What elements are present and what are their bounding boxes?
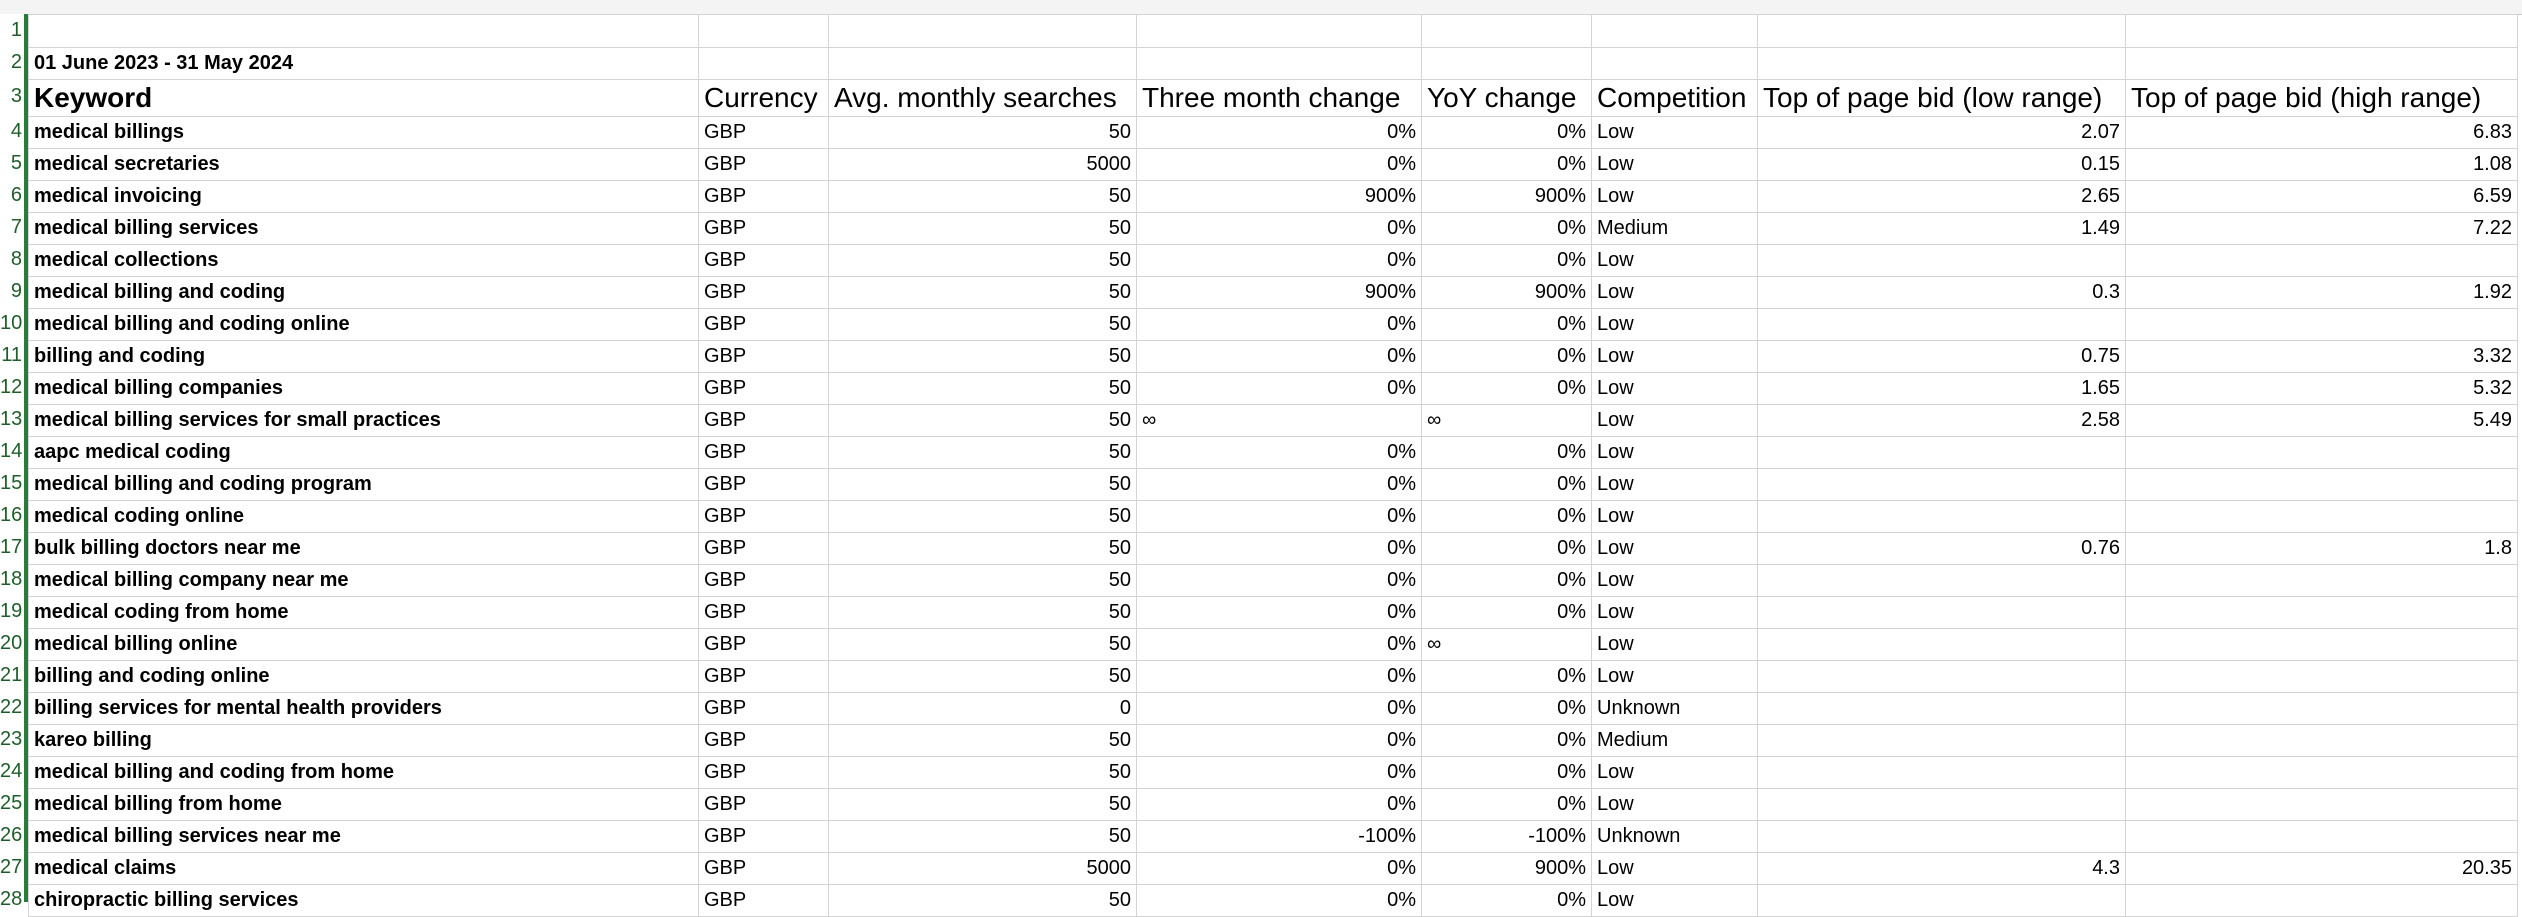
currency-cell[interactable]: GBP: [699, 277, 829, 309]
currency-cell[interactable]: GBP: [699, 341, 829, 373]
yoy-change-cell[interactable]: 0%: [1422, 501, 1592, 533]
avg-searches-cell[interactable]: 50: [829, 533, 1137, 565]
currency-cell[interactable]: GBP: [699, 629, 829, 661]
three-month-change-cell[interactable]: 0%: [1137, 437, 1422, 469]
three-month-change-cell[interactable]: 0%: [1137, 757, 1422, 789]
three-month-change-cell[interactable]: 0%: [1137, 565, 1422, 597]
bid-low-cell[interactable]: [1758, 437, 2126, 469]
bid-high-cell[interactable]: [2126, 629, 2518, 661]
bid-high-cell[interactable]: [2126, 757, 2518, 789]
competition-cell[interactable]: Unknown: [1592, 821, 1758, 853]
avg-searches-cell[interactable]: 50: [829, 597, 1137, 629]
bid-low-cell[interactable]: [1758, 469, 2126, 501]
cell[interactable]: [2126, 48, 2518, 80]
bid-high-cell[interactable]: 3.32: [2126, 341, 2518, 373]
cell[interactable]: [829, 15, 1137, 48]
bid-high-cell[interactable]: [2126, 309, 2518, 341]
avg-searches-cell[interactable]: 50: [829, 437, 1137, 469]
row-number[interactable]: 9: [10, 280, 22, 302]
header-bid-low[interactable]: Top of page bid (low range): [1758, 80, 2126, 117]
keyword-cell[interactable]: chiropractic billing services: [29, 885, 699, 917]
row-number[interactable]: 12: [0, 376, 22, 398]
avg-searches-cell[interactable]: 50: [829, 629, 1137, 661]
bid-low-cell[interactable]: 2.58: [1758, 405, 2126, 437]
row-number[interactable]: 8: [10, 248, 22, 270]
bid-high-cell[interactable]: 6.59: [2126, 181, 2518, 213]
yoy-change-cell[interactable]: 0%: [1422, 149, 1592, 181]
table-row: [29, 725, 2518, 757]
spreadsheet-grid: [28, 14, 2518, 917]
three-month-change-cell[interactable]: 0%: [1137, 501, 1422, 533]
keyword-cell[interactable]: medical billing companies: [29, 373, 699, 405]
bid-high-cell[interactable]: [2126, 885, 2518, 917]
bid-high-cell[interactable]: [2126, 597, 2518, 629]
competition-cell[interactable]: Low: [1592, 309, 1758, 341]
currency-cell[interactable]: GBP: [699, 661, 829, 693]
keyword-cell[interactable]: aapc medical coding: [29, 437, 699, 469]
bid-low-cell[interactable]: [1758, 245, 2126, 277]
yoy-change-cell[interactable]: ∞: [1422, 629, 1592, 661]
three-month-change-cell[interactable]: 0%: [1137, 885, 1422, 917]
table-row: [29, 885, 2518, 917]
header-currency[interactable]: Currency: [699, 80, 829, 117]
table-row: [29, 469, 2518, 501]
yoy-change-cell[interactable]: 0%: [1422, 885, 1592, 917]
avg-searches-cell[interactable]: 50: [829, 245, 1137, 277]
row-number[interactable]: 27: [0, 856, 22, 878]
table-row: [29, 693, 2518, 725]
avg-searches-cell[interactable]: 50: [829, 565, 1137, 597]
currency-cell[interactable]: GBP: [699, 245, 829, 277]
keyword-cell[interactable]: medical coding online: [29, 501, 699, 533]
keyword-cell[interactable]: medical billing services for small practices: [29, 405, 699, 437]
bid-low-cell[interactable]: [1758, 629, 2126, 661]
three-month-change-cell[interactable]: 0%: [1137, 309, 1422, 341]
keyword-cell[interactable]: medical billing and coding: [29, 277, 699, 309]
cell[interactable]: [1422, 48, 1592, 80]
yoy-change-cell[interactable]: 0%: [1422, 693, 1592, 725]
bid-low-cell[interactable]: 2.65: [1758, 181, 2126, 213]
keyword-cell[interactable]: medical billing services: [29, 213, 699, 245]
yoy-change-cell[interactable]: 0%: [1422, 565, 1592, 597]
keyword-cell[interactable]: billing and coding online: [29, 661, 699, 693]
bid-high-cell[interactable]: [2126, 661, 2518, 693]
avg-searches-cell[interactable]: 0: [829, 693, 1137, 725]
competition-cell[interactable]: Low: [1592, 533, 1758, 565]
competition-cell[interactable]: Low: [1592, 565, 1758, 597]
bid-low-cell[interactable]: [1758, 725, 2126, 757]
keyword-cell[interactable]: medical billing company near me: [29, 565, 699, 597]
cell[interactable]: [2126, 15, 2518, 48]
yoy-change-cell[interactable]: 900%: [1422, 181, 1592, 213]
bid-high-cell[interactable]: 1.8: [2126, 533, 2518, 565]
header-competition[interactable]: Competition: [1592, 80, 1758, 117]
bid-low-cell[interactable]: [1758, 565, 2126, 597]
currency-cell[interactable]: GBP: [699, 821, 829, 853]
avg-searches-cell[interactable]: 50: [829, 725, 1137, 757]
currency-cell[interactable]: GBP: [699, 373, 829, 405]
row-number[interactable]: 6: [10, 184, 22, 206]
avg-searches-cell[interactable]: 50: [829, 661, 1137, 693]
competition-cell[interactable]: Low: [1592, 629, 1758, 661]
yoy-change-cell[interactable]: 0%: [1422, 757, 1592, 789]
competition-cell[interactable]: Low: [1592, 341, 1758, 373]
bid-low-cell[interactable]: [1758, 661, 2126, 693]
avg-searches-cell[interactable]: 50: [829, 373, 1137, 405]
bid-low-cell[interactable]: [1758, 309, 2126, 341]
header-bid-high[interactable]: Top of page bid (high range): [2126, 80, 2518, 117]
bid-low-cell[interactable]: 0.3: [1758, 277, 2126, 309]
cell[interactable]: [699, 15, 829, 48]
header-avg-monthly-searches[interactable]: Avg. monthly searches: [829, 80, 1137, 117]
three-month-change-cell[interactable]: 0%: [1137, 117, 1422, 149]
bid-low-cell[interactable]: 0.15: [1758, 149, 2126, 181]
yoy-change-cell[interactable]: -100%: [1422, 821, 1592, 853]
bid-low-cell[interactable]: [1758, 693, 2126, 725]
competition-cell[interactable]: Low: [1592, 117, 1758, 149]
keyword-cell[interactable]: medical billing from home: [29, 789, 699, 821]
three-month-change-cell[interactable]: -100%: [1137, 821, 1422, 853]
cell[interactable]: [1422, 15, 1592, 48]
table-row: [29, 277, 2518, 309]
bid-high-cell[interactable]: 1.92: [2126, 277, 2518, 309]
row-number[interactable]: 26: [0, 824, 22, 846]
table-row: [29, 48, 2518, 80]
table-row: [29, 437, 2518, 469]
competition-cell[interactable]: Low: [1592, 885, 1758, 917]
competition-cell[interactable]: Low: [1592, 181, 1758, 213]
avg-searches-cell[interactable]: 50: [829, 469, 1137, 501]
row-number[interactable]: 22: [0, 696, 22, 718]
currency-cell[interactable]: GBP: [699, 181, 829, 213]
bid-high-cell[interactable]: [2126, 245, 2518, 277]
bid-low-cell[interactable]: [1758, 789, 2126, 821]
yoy-change-cell[interactable]: 0%: [1422, 789, 1592, 821]
avg-searches-cell[interactable]: 50: [829, 341, 1137, 373]
keyword-cell[interactable]: billing and coding: [29, 341, 699, 373]
table-row: [29, 309, 2518, 341]
three-month-change-cell[interactable]: 0%: [1137, 597, 1422, 629]
competition-cell[interactable]: Low: [1592, 757, 1758, 789]
table-row: [29, 341, 2518, 373]
row-number[interactable]: 25: [0, 792, 22, 814]
avg-searches-cell[interactable]: 50: [829, 277, 1137, 309]
currency-cell[interactable]: GBP: [699, 405, 829, 437]
row-number[interactable]: 1: [10, 19, 22, 41]
bid-high-cell[interactable]: [2126, 725, 2518, 757]
yoy-change-cell[interactable]: ∞: [1422, 405, 1592, 437]
bid-low-cell[interactable]: 1.49: [1758, 213, 2126, 245]
row-number[interactable]: 3: [10, 85, 22, 107]
yoy-change-cell[interactable]: 0%: [1422, 309, 1592, 341]
row-number[interactable]: 19: [0, 600, 22, 622]
avg-searches-cell[interactable]: 50: [829, 501, 1137, 533]
yoy-change-cell[interactable]: 0%: [1422, 533, 1592, 565]
currency-cell[interactable]: GBP: [699, 725, 829, 757]
avg-searches-cell[interactable]: 50: [829, 405, 1137, 437]
competition-cell[interactable]: Low: [1592, 789, 1758, 821]
currency-cell[interactable]: GBP: [699, 149, 829, 181]
header-three-month-change[interactable]: Three month change: [1137, 80, 1422, 117]
date-range-cell[interactable]: 01 June 2023 - 31 May 2024: [29, 48, 699, 80]
row-number[interactable]: 23: [0, 728, 22, 750]
table-row: [29, 597, 2518, 629]
row-number[interactable]: 17: [0, 536, 22, 558]
table-row: [29, 181, 2518, 213]
header-keyword[interactable]: Keyword: [29, 80, 699, 117]
competition-cell[interactable]: Low: [1592, 149, 1758, 181]
keyword-cell[interactable]: medical billings: [29, 117, 699, 149]
row-number[interactable]: 2: [10, 51, 22, 73]
bid-high-cell[interactable]: 7.22: [2126, 213, 2518, 245]
three-month-change-cell[interactable]: 0%: [1137, 693, 1422, 725]
cell[interactable]: [1592, 48, 1758, 80]
competition-cell[interactable]: Low: [1592, 277, 1758, 309]
three-month-change-cell[interactable]: 0%: [1137, 149, 1422, 181]
currency-cell[interactable]: GBP: [699, 789, 829, 821]
currency-cell[interactable]: GBP: [699, 757, 829, 789]
bid-high-cell[interactable]: [2126, 469, 2518, 501]
table-row: [29, 149, 2518, 181]
avg-searches-cell[interactable]: 5000: [829, 853, 1137, 885]
keyword-cell[interactable]: medical billing and coding online: [29, 309, 699, 341]
three-month-change-cell[interactable]: 0%: [1137, 789, 1422, 821]
currency-cell[interactable]: GBP: [699, 309, 829, 341]
bid-high-cell[interactable]: [2126, 693, 2518, 725]
three-month-change-cell[interactable]: 0%: [1137, 533, 1422, 565]
currency-cell[interactable]: GBP: [699, 565, 829, 597]
table-row: [29, 629, 2518, 661]
keyword-cell[interactable]: medical billing online: [29, 629, 699, 661]
keyword-cell[interactable]: billing services for mental health providers: [29, 693, 699, 725]
three-month-change-cell[interactable]: 0%: [1137, 725, 1422, 757]
three-month-change-cell[interactable]: 0%: [1137, 469, 1422, 501]
table-row: [29, 501, 2518, 533]
table-row: [29, 15, 2518, 48]
avg-searches-cell[interactable]: 50: [829, 117, 1137, 149]
table-row: [29, 565, 2518, 597]
keyword-cell[interactable]: medical collections: [29, 245, 699, 277]
cell[interactable]: [1592, 15, 1758, 48]
bid-low-cell[interactable]: 2.07: [1758, 117, 2126, 149]
yoy-change-cell[interactable]: 0%: [1422, 245, 1592, 277]
bid-high-cell[interactable]: [2126, 789, 2518, 821]
competition-cell[interactable]: Low: [1592, 853, 1758, 885]
yoy-change-cell[interactable]: 900%: [1422, 277, 1592, 309]
three-month-change-cell[interactable]: 900%: [1137, 277, 1422, 309]
row-number[interactable]: 20: [0, 632, 22, 654]
currency-cell[interactable]: GBP: [699, 437, 829, 469]
bid-low-cell[interactable]: [1758, 501, 2126, 533]
avg-searches-cell[interactable]: 5000: [829, 149, 1137, 181]
bid-high-cell[interactable]: 1.08: [2126, 149, 2518, 181]
yoy-change-cell[interactable]: 0%: [1422, 469, 1592, 501]
row-number[interactable]: 10: [0, 312, 22, 334]
row-number[interactable]: 24: [0, 760, 22, 782]
bid-low-cell[interactable]: 4.3: [1758, 853, 2126, 885]
currency-cell[interactable]: GBP: [699, 117, 829, 149]
row-number[interactable]: 28: [0, 888, 22, 910]
three-month-change-cell[interactable]: 0%: [1137, 245, 1422, 277]
avg-searches-cell[interactable]: 50: [829, 885, 1137, 917]
table-row: [29, 661, 2518, 693]
competition-cell[interactable]: Unknown: [1592, 693, 1758, 725]
yoy-change-cell[interactable]: 0%: [1422, 437, 1592, 469]
avg-searches-cell[interactable]: 50: [829, 309, 1137, 341]
table-row: [29, 789, 2518, 821]
row-number[interactable]: 21: [0, 664, 22, 686]
competition-cell[interactable]: Low: [1592, 469, 1758, 501]
keyword-cell[interactable]: bulk billing doctors near me: [29, 533, 699, 565]
three-month-change-cell[interactable]: 0%: [1137, 661, 1422, 693]
keyword-cell[interactable]: kareo billing: [29, 725, 699, 757]
avg-searches-cell[interactable]: 50: [829, 757, 1137, 789]
competition-cell[interactable]: Low: [1592, 373, 1758, 405]
column-header-bar[interactable]: [0, 0, 2522, 15]
keyword-cell[interactable]: medical claims: [29, 853, 699, 885]
keyword-cell[interactable]: medical coding from home: [29, 597, 699, 629]
cell[interactable]: [699, 48, 829, 80]
yoy-change-cell[interactable]: 0%: [1422, 213, 1592, 245]
bid-low-cell[interactable]: 0.76: [1758, 533, 2126, 565]
header-row: [29, 80, 2518, 117]
bid-high-cell[interactable]: [2126, 565, 2518, 597]
bid-low-cell[interactable]: [1758, 885, 2126, 917]
currency-cell[interactable]: GBP: [699, 597, 829, 629]
cell[interactable]: [1137, 15, 1422, 48]
keyword-cell[interactable]: medical billing and coding program: [29, 469, 699, 501]
yoy-change-cell[interactable]: 0%: [1422, 117, 1592, 149]
yoy-change-cell[interactable]: 0%: [1422, 373, 1592, 405]
competition-cell[interactable]: Low: [1592, 405, 1758, 437]
competition-cell[interactable]: Low: [1592, 661, 1758, 693]
table-row: [29, 757, 2518, 789]
three-month-change-cell[interactable]: 0%: [1137, 629, 1422, 661]
currency-cell[interactable]: GBP: [699, 693, 829, 725]
cell[interactable]: [1137, 48, 1422, 80]
bid-high-cell[interactable]: 5.49: [2126, 405, 2518, 437]
cell[interactable]: [1758, 15, 2126, 48]
table-row: [29, 213, 2518, 245]
three-month-change-cell[interactable]: 0%: [1137, 213, 1422, 245]
bid-high-cell[interactable]: [2126, 501, 2518, 533]
row-number[interactable]: 13: [0, 408, 22, 430]
avg-searches-cell[interactable]: 50: [829, 789, 1137, 821]
bid-low-cell[interactable]: 0.75: [1758, 341, 2126, 373]
table-row: [29, 117, 2518, 149]
bid-high-cell[interactable]: 6.83: [2126, 117, 2518, 149]
currency-cell[interactable]: GBP: [699, 469, 829, 501]
three-month-change-cell[interactable]: ∞: [1137, 405, 1422, 437]
competition-cell[interactable]: Medium: [1592, 213, 1758, 245]
yoy-change-cell[interactable]: 900%: [1422, 853, 1592, 885]
row-number[interactable]: 16: [0, 504, 22, 526]
bid-high-cell[interactable]: 20.35: [2126, 853, 2518, 885]
yoy-change-cell[interactable]: 0%: [1422, 341, 1592, 373]
row-number[interactable]: 18: [0, 568, 22, 590]
cell[interactable]: [829, 48, 1137, 80]
competition-cell[interactable]: Medium: [1592, 725, 1758, 757]
table-row: [29, 405, 2518, 437]
header-yoy-change[interactable]: YoY change: [1422, 80, 1592, 117]
yoy-change-cell[interactable]: 0%: [1422, 725, 1592, 757]
three-month-change-cell[interactable]: 0%: [1137, 373, 1422, 405]
table-row: [29, 533, 2518, 565]
bid-low-cell[interactable]: [1758, 757, 2126, 789]
table-row: [29, 853, 2518, 885]
currency-cell[interactable]: GBP: [699, 501, 829, 533]
three-month-change-cell[interactable]: 900%: [1137, 181, 1422, 213]
keyword-cell[interactable]: medical secretaries: [29, 149, 699, 181]
table-row: [29, 245, 2518, 277]
bid-high-cell[interactable]: [2126, 821, 2518, 853]
competition-cell[interactable]: Low: [1592, 245, 1758, 277]
row-number[interactable]: 5: [10, 152, 22, 174]
competition-cell[interactable]: Low: [1592, 437, 1758, 469]
bid-high-cell[interactable]: [2126, 437, 2518, 469]
avg-searches-cell[interactable]: 50: [829, 213, 1137, 245]
three-month-change-cell[interactable]: 0%: [1137, 853, 1422, 885]
currency-cell[interactable]: GBP: [699, 853, 829, 885]
currency-cell[interactable]: GBP: [699, 213, 829, 245]
three-month-change-cell[interactable]: 0%: [1137, 341, 1422, 373]
currency-cell[interactable]: GBP: [699, 885, 829, 917]
table-row: [29, 821, 2518, 853]
row-number[interactable]: 14: [0, 440, 22, 462]
yoy-change-cell[interactable]: 0%: [1422, 661, 1592, 693]
keyword-cell[interactable]: medical invoicing: [29, 181, 699, 213]
row-number-gutter: [0, 14, 24, 910]
bid-high-cell[interactable]: 5.32: [2126, 373, 2518, 405]
keyword-cell[interactable]: medical billing services near me: [29, 821, 699, 853]
avg-searches-cell[interactable]: 50: [829, 821, 1137, 853]
cell[interactable]: [29, 15, 699, 48]
row-number[interactable]: 15: [0, 472, 22, 494]
currency-cell[interactable]: GBP: [699, 533, 829, 565]
competition-cell[interactable]: Low: [1592, 597, 1758, 629]
bid-low-cell[interactable]: [1758, 821, 2126, 853]
row-number[interactable]: 7: [10, 216, 22, 238]
bid-low-cell[interactable]: 1.65: [1758, 373, 2126, 405]
yoy-change-cell[interactable]: 0%: [1422, 597, 1592, 629]
table-row: [29, 373, 2518, 405]
bid-low-cell[interactable]: [1758, 597, 2126, 629]
competition-cell[interactable]: Low: [1592, 501, 1758, 533]
row-number[interactable]: 11: [1, 344, 22, 366]
keyword-cell[interactable]: medical billing and coding from home: [29, 757, 699, 789]
avg-searches-cell[interactable]: 50: [829, 181, 1137, 213]
cell[interactable]: [1758, 48, 2126, 80]
row-number[interactable]: 4: [10, 120, 22, 142]
